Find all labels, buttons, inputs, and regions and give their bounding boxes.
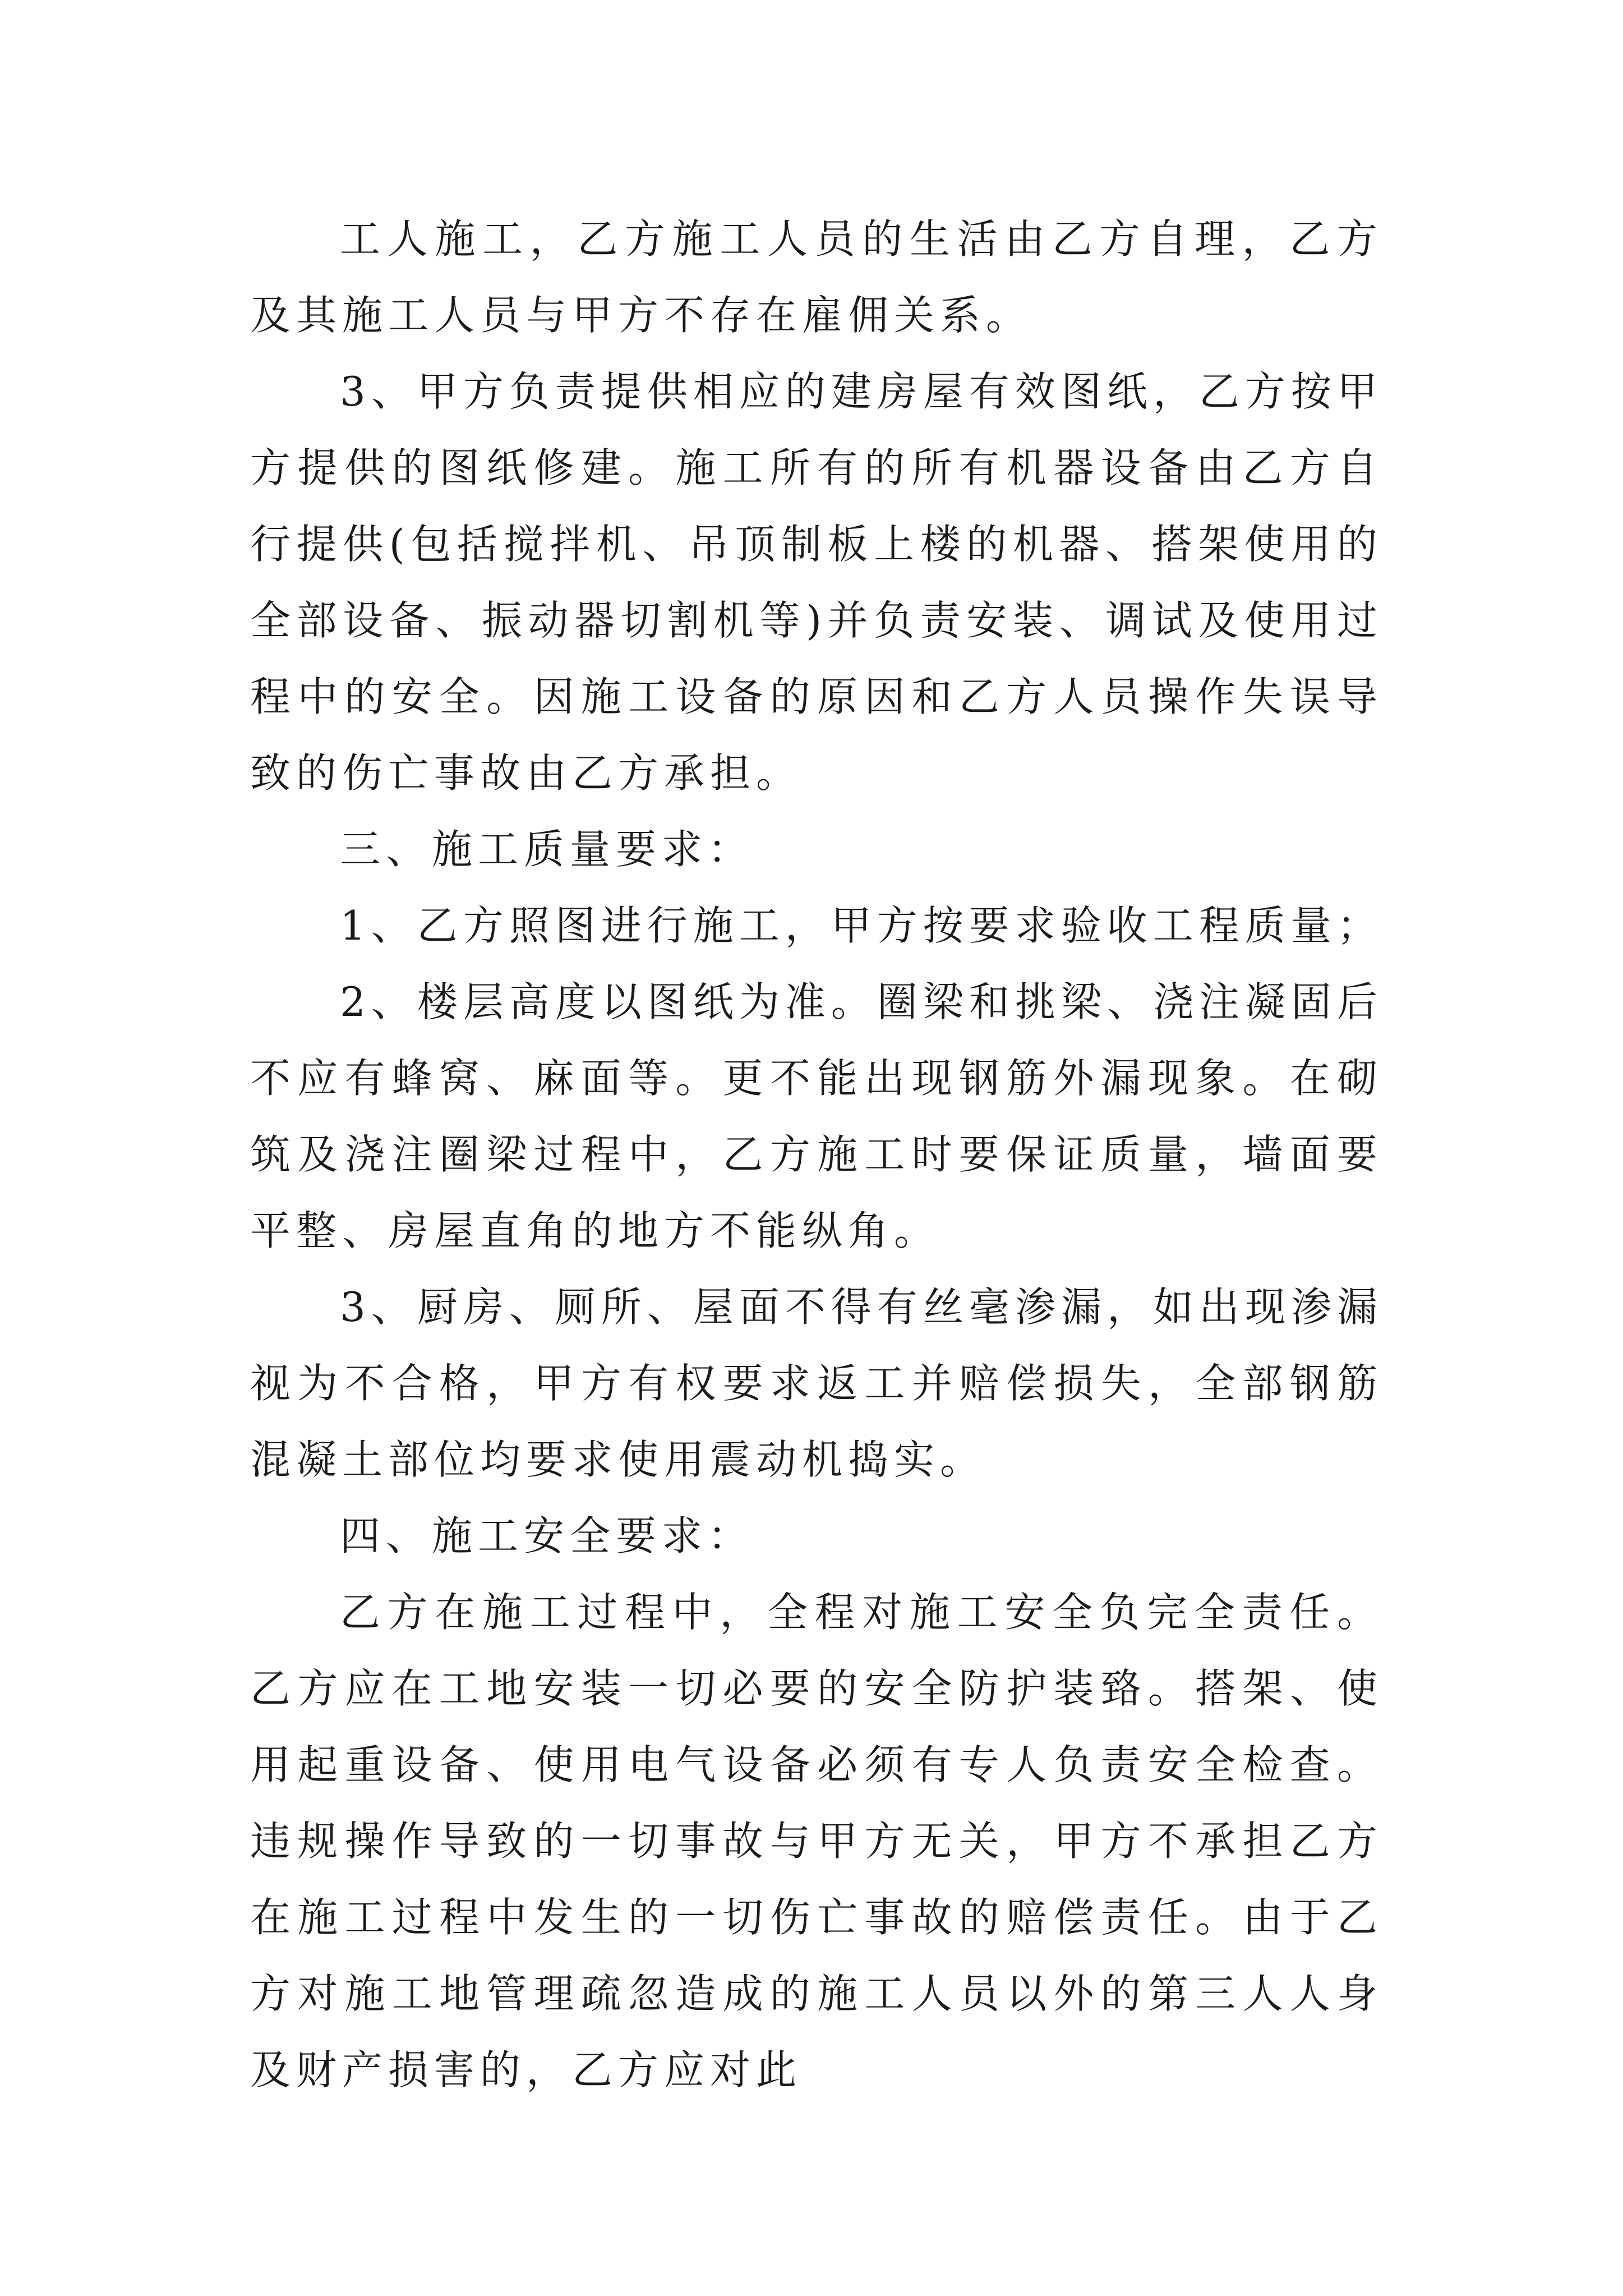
paragraph-clause-3-drawings-equipment: 3、甲方负责提供相应的建房屋有效图纸，乙方按甲方提供的图纸修建。施工所有的所有机器设备由乙方自行提供(包括搅拌机、吊顶制板上楼的机器、搭架使用的全部设备、振动器切割机等)并负责安装、调试及使用过程中的安全。因施工设备的原因和乙方人员操作失误导致的伤亡事故由乙方承担。 xyxy=(250,368,1383,797)
paragraph-safety: 乙方在施工过程中，全程对施工安全负完全责任。乙方应在工地安装一切必要的安全防护装臵。搭架、使用起重设备、使用电气设备必须有专人负责安全检查。违规操作导致的一切事故与甲方无关，甲方不承担乙方在施工过程中发生的一切伤亡事故的赔偿责任。由于乙方对施工地管理疏忽造成的施工人员以外的第三人人身及财产损害的，乙方应对此 xyxy=(250,1589,1383,2093)
paragraph-quality-1: 1、乙方照图进行施工，甲方按要求验收工程质量； xyxy=(340,902,1383,949)
section-heading-quality: 三、施工质量要求： xyxy=(340,826,754,873)
document-body xyxy=(250,201,1383,2108)
section-heading-safety: 四、施工安全要求： xyxy=(340,1512,754,1559)
paragraph-continuation: 工人施工，乙方施工人员的生活由乙方自理，乙方及其施工人员与甲方不存在雇佣关系。 xyxy=(250,215,1383,339)
paragraph-quality-3: 3、厨房、厕所、屋面不得有丝毫渗漏，如出现渗漏视为不合格，甲方有权要求返工并赔偿损失，全部钢筋混凝土部位均要求使用震动机捣实。 xyxy=(250,1283,1383,1483)
paragraph-quality-2: 2、楼层高度以图纸为准。圈梁和挑梁、浇注凝固后不应有蜂窝、麻面等。更不能出现钢筋外漏现象。在砌筑及浇注圈梁过程中，乙方施工时要保证质量，墙面要平整、房屋直角的地方不能纵角。 xyxy=(250,978,1383,1254)
